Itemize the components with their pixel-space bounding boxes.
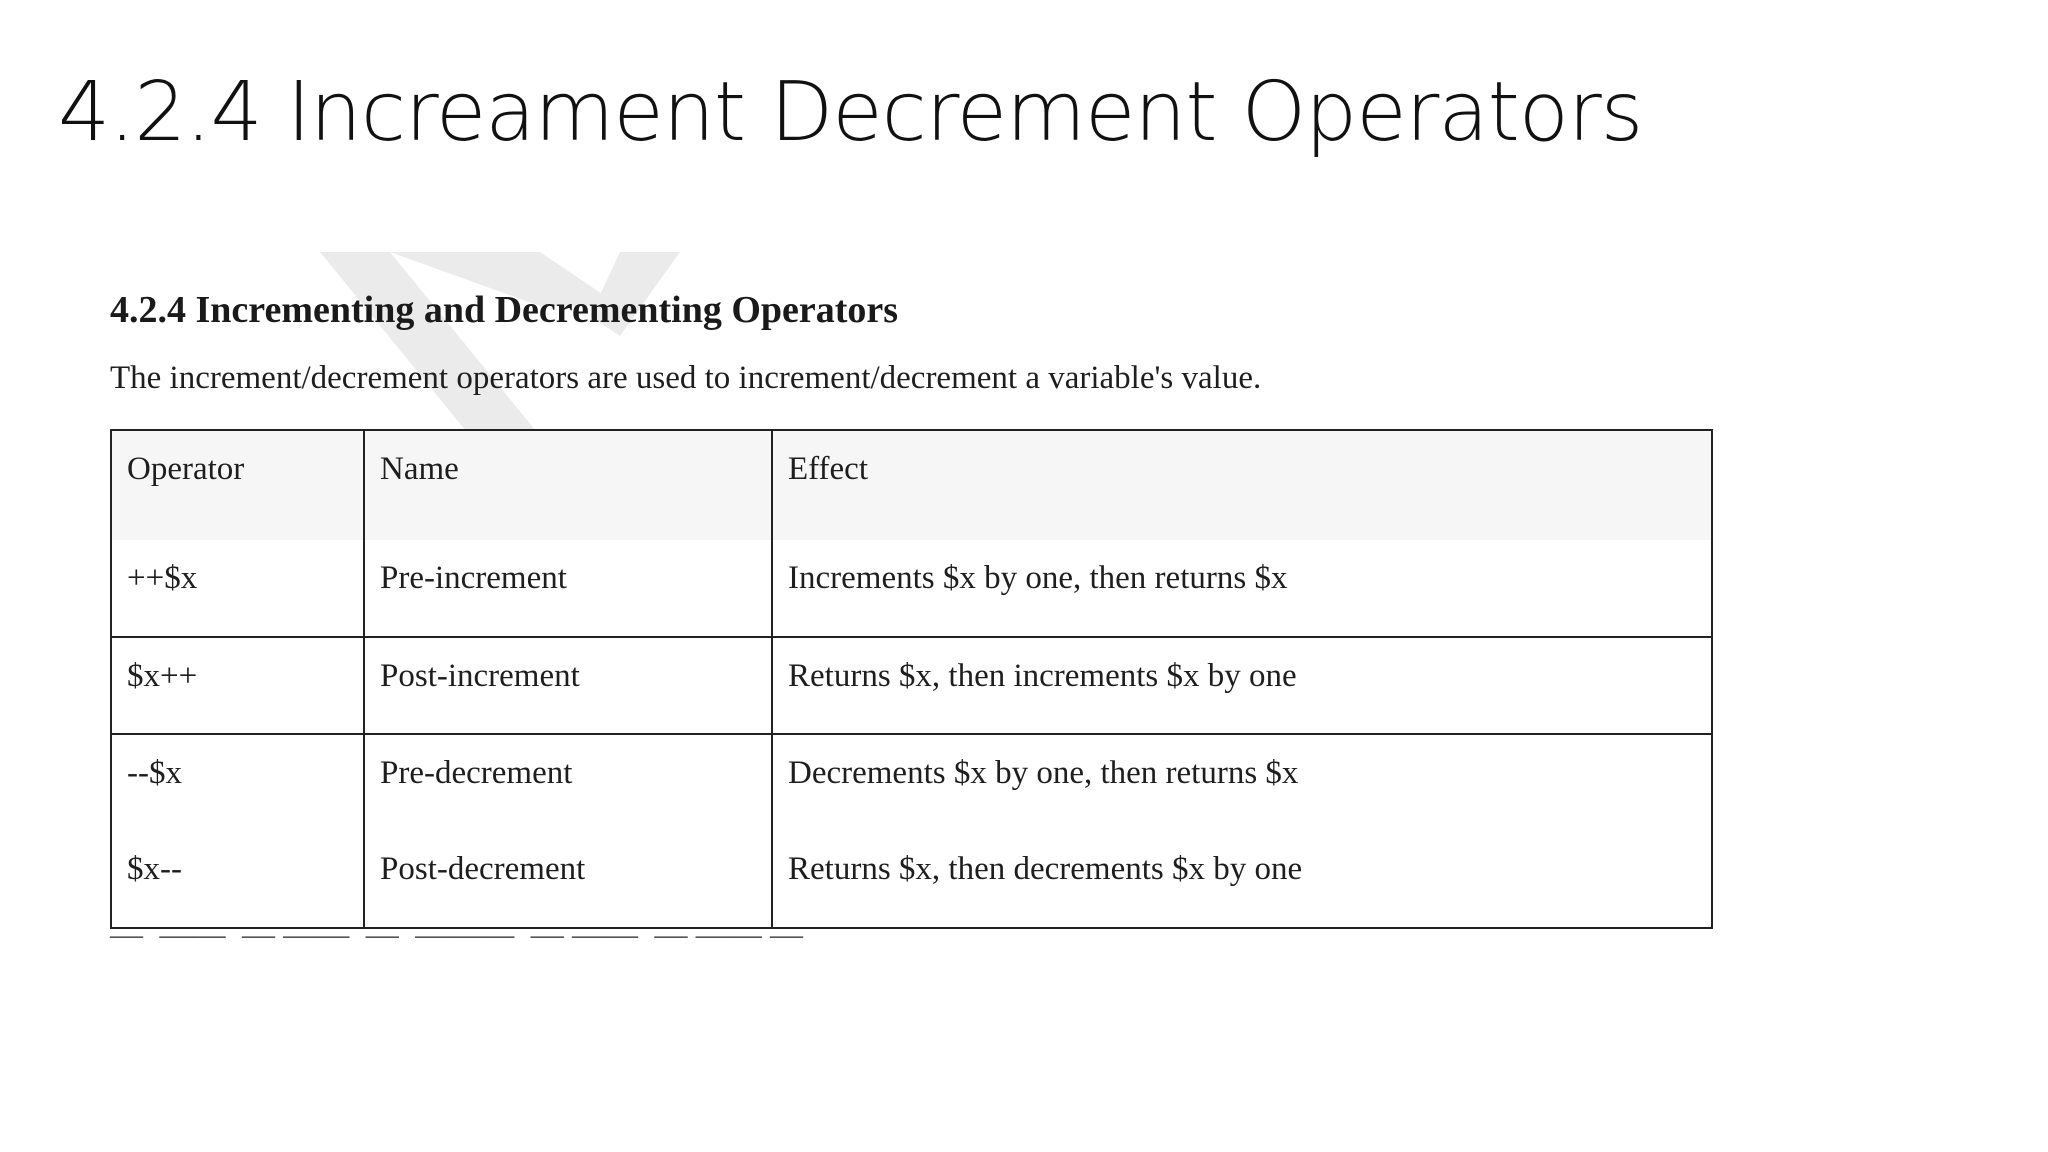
watermark-logo	[320, 246, 960, 446]
cell-effect: Returns $x, then decrements $x by one	[772, 831, 1712, 928]
cell-operator: $x--	[111, 831, 364, 928]
cell-effect: Increments $x by one, then returns $x	[772, 540, 1712, 637]
table-row	[111, 734, 1712, 831]
cell-operator: ++$x	[111, 540, 364, 637]
cell-name: Pre-decrement	[364, 734, 772, 831]
slide-title: 4.2.4 Increament Decrement Operators	[58, 65, 1643, 160]
cell-effect: Decrements $x by one, then returns $x	[772, 734, 1712, 831]
cell-effect: Returns $x, then increments $x by one	[772, 637, 1712, 734]
cropped-text-line: — —— — —— — ——— — —— — —— —	[110, 917, 803, 953]
header-operator: Operator	[111, 430, 364, 540]
scanned-document-image	[0, 240, 1760, 953]
table-row	[111, 540, 1712, 637]
table-row	[111, 831, 1712, 928]
cell-name: Post-decrement	[364, 831, 772, 928]
cell-name: Post-increment	[364, 637, 772, 734]
header-name: Name	[364, 430, 772, 540]
header-effect: Effect	[772, 430, 1712, 540]
document-heading: 4.2.4 Incrementing and Decrementing Operators	[110, 289, 899, 331]
cell-name: Pre-increment	[364, 540, 772, 637]
cell-operator: --$x	[111, 734, 364, 831]
cell-operator: $x++	[111, 637, 364, 734]
table-row	[111, 637, 1712, 734]
operators-table	[110, 429, 1713, 929]
table-header-row	[111, 430, 1712, 540]
document-paragraph: The increment/decrement operators are used to increment/decrement a variable's value.	[110, 360, 1262, 396]
